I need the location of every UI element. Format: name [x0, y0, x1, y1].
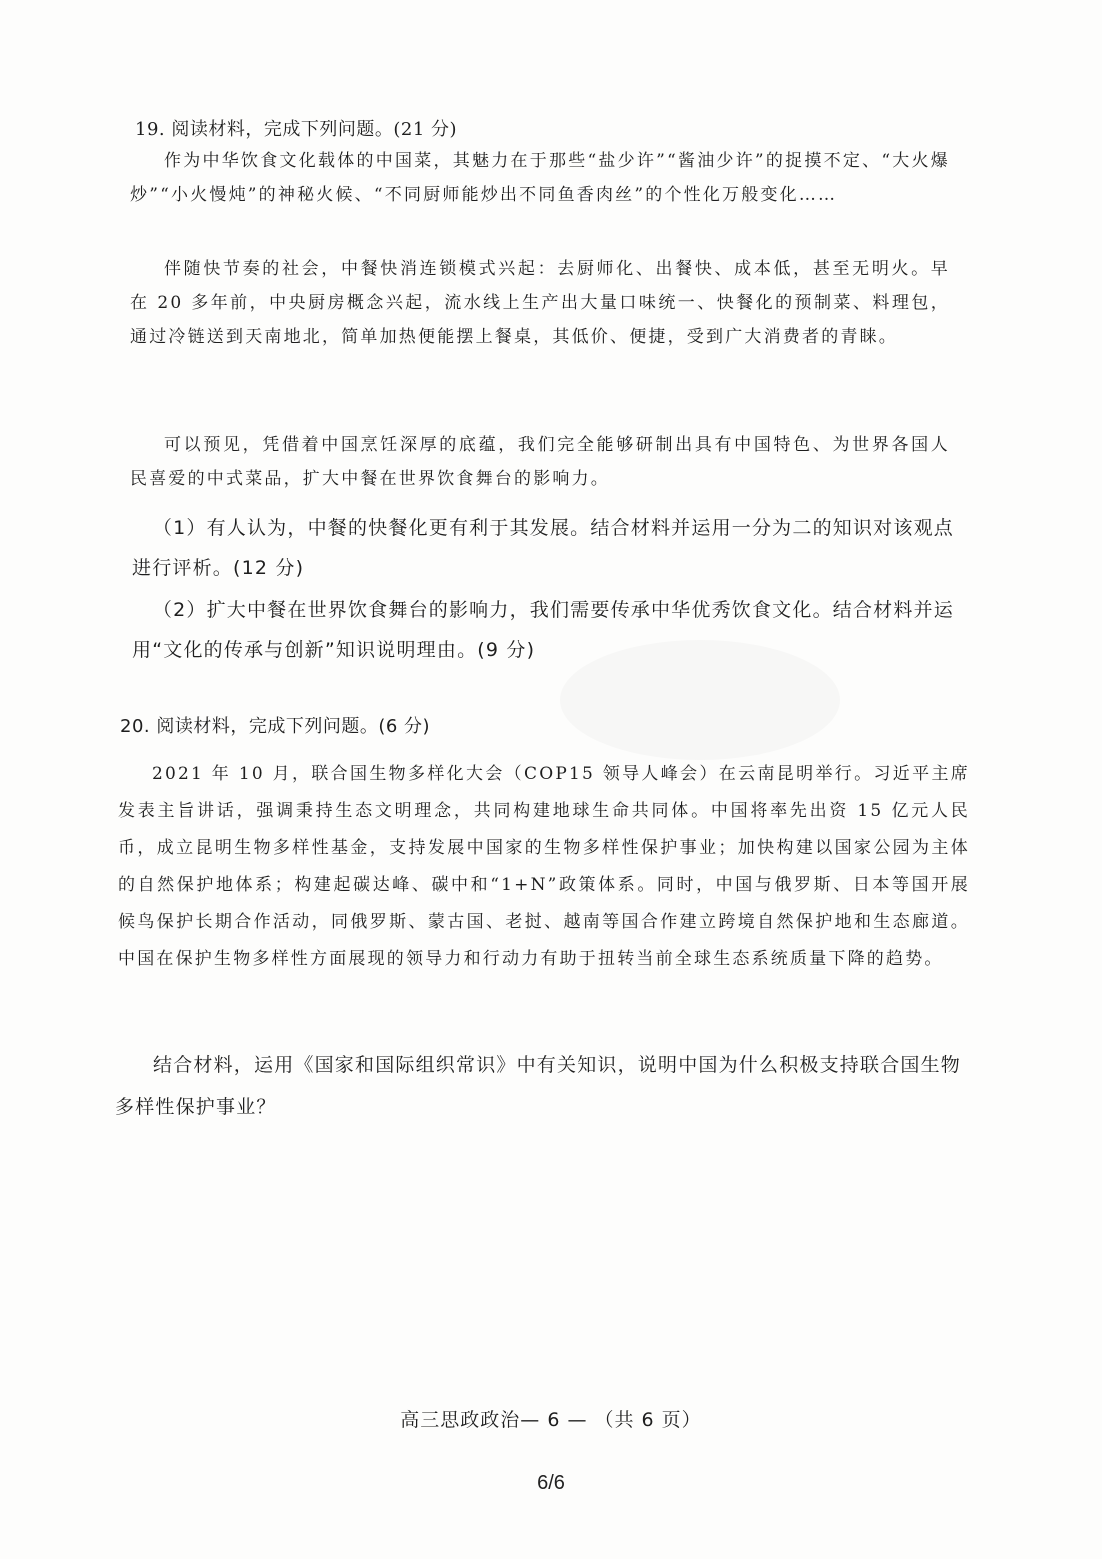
page-footer-label: 高三思政政治— 6 — （共 6 页）: [400, 1409, 702, 1431]
question-20-title: 20. 阅读材料，完成下列问题。(6 分): [120, 716, 431, 737]
question-19-material-para-3: 可以预见，凭借着中国烹饪深厚的底蕴，我们完全能够研制出具有中国特色、为世界各国人民喜爱的中式菜品，扩大中餐在世界饮食舞台的影响力。: [130, 435, 950, 489]
question-19-subquestion-1: （1）有人认为，中餐的快餐化更有利于其发展。结合材料并运用一分为二的知识对该观点进行评析。(12 分): [132, 517, 954, 579]
question-19-material-para-2: 伴随快节奏的社会，中餐快消连锁模式兴起：去厨师化、出餐快、成本低，甚至无明火。早在 20 多年前，中央厨房概念兴起，流水线上生产出大量口味统一、快餐化的预制菜、料理包，通过冷链送到天南地北，简单加热便能摆上餐桌，其低价、便捷，受到广大消费者的青睐。: [130, 259, 950, 347]
page-number: 6/6: [537, 1472, 565, 1494]
question-19-subquestion-2: （2）扩大中餐在世界饮食舞台的影响力，我们需要传承中华优秀饮食文化。结合材料并运用“文化的传承与创新”知识说明理由。(9 分): [132, 599, 954, 661]
question-19-title: 19. 阅读材料，完成下列问题。(21 分): [135, 119, 458, 140]
question-19-material-para-1: 作为中华饮食文化载体的中国菜，其魅力在于那些“盐少许”“酱油少许”的捉摸不定、“大火爆炒”“小火慢炖”的神秘火候、“不同厨师能炒出不同鱼香肉丝”的个性化万般变化……: [130, 151, 950, 205]
question-20-task: 结合材料，运用《国家和国际组织常识》中有关知识，说明中国为什么积极支持联合国生物多样性保护事业？: [115, 1054, 962, 1118]
question-20-material: 2021 年 10 月，联合国生物多样化大会（COP15 领导人峰会）在云南昆明举行。习近平主席发表主旨讲话，强调秉持生态文明理念，共同构建地球生命共同体。中国将率先出资 15 亿元人民币，成立昆明生物多样性基金，支持发展中国家的生物多样性保护事业；加快构建以国家公园为主体的自然保护地体系；构建起碳达峰、碳中和“1+N”政策体系。同时，中国与俄罗斯、日本等国开展候鸟保护长期合作活动，同俄罗斯、蒙古国、老挝、越南等国合作建立跨境自然保护地和生态廊道。中国在保护生物多样性方面展现的领导力和行动力有助于扭转当前全球生态系统质量下降的趋势。: [118, 764, 970, 969]
